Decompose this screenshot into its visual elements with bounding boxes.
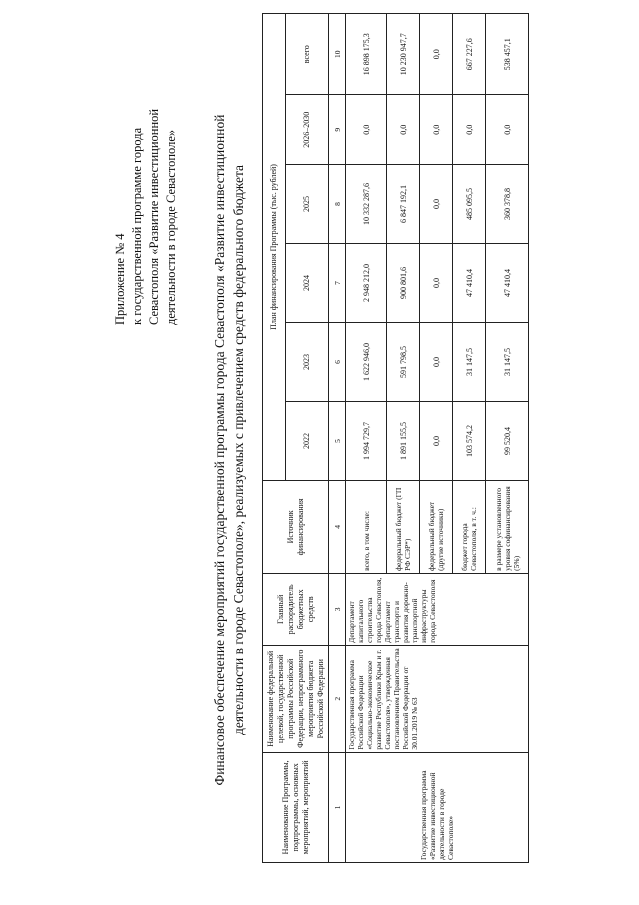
- value-cell: 47 410,4: [486, 244, 529, 323]
- column-number: 9: [329, 95, 346, 165]
- source-cell: в размере установленного уровня софинансирования (5%): [486, 480, 529, 573]
- title-line: деятельности в городе Севастополе», реализуемых с привлечением средств федерального бюджета: [231, 164, 246, 736]
- value-cell: 485 095,5: [453, 165, 486, 244]
- value-cell: 0,0: [387, 95, 420, 165]
- value-cell: 0,0: [420, 322, 453, 401]
- header-year: 2023: [286, 322, 329, 401]
- source-cell: федеральный бюджет (другие источники): [420, 480, 453, 573]
- header-year: 2026–2030: [286, 95, 329, 165]
- program-name-cell: Государственная программа «Развитие инвестиционной деятельности в городе Севастополе»: [346, 752, 529, 862]
- source-cell: всего, в том числе:: [346, 480, 387, 573]
- column-number: 5: [329, 401, 346, 480]
- source-cell: бюджет города Севастополя, в т. ч.:: [453, 480, 486, 573]
- value-cell: 1 994 729,7: [346, 401, 387, 480]
- value-cell: 0,0: [420, 401, 453, 480]
- value-cell: 591 798,5: [387, 322, 420, 401]
- value-cell: 0,0: [420, 14, 453, 95]
- value-cell: 1 891 155,5: [387, 401, 420, 480]
- value-cell: 0,0: [420, 95, 453, 165]
- value-cell: 16 898 175,3: [346, 14, 387, 95]
- value-cell: 10 332 287,6: [346, 165, 387, 244]
- value-cell: 103 574,2: [453, 401, 486, 480]
- value-cell: 0,0: [420, 244, 453, 323]
- financing-table: [262, 13, 529, 863]
- value-cell: 6 847 192,1: [387, 165, 420, 244]
- header-year: 2022: [286, 401, 329, 480]
- value-cell: 0,0: [346, 95, 387, 165]
- appendix-line: деятельности в городе Севастополе»: [164, 129, 178, 325]
- value-cell: 31 147,5: [453, 322, 486, 401]
- column-number: 2: [329, 645, 346, 752]
- value-cell: 360 378,8: [486, 165, 529, 244]
- column-number-row: [329, 14, 346, 863]
- value-cell: 0,0: [420, 165, 453, 244]
- document-title: [210, 65, 248, 835]
- source-cell: федеральный бюджет (ГП РФ СЭР*): [387, 480, 420, 573]
- header-federal-program: Наименование федеральной целевой, государственной программы Российской Федерации, непрограммного мероприятия бюджета Российской Федерации: [263, 645, 329, 752]
- title-line: Финансовое обеспечение мероприятий государственной программы города Севастополя «Развитие инвестиционной: [212, 114, 227, 786]
- column-number: 3: [329, 573, 346, 645]
- value-cell: 0,0: [453, 95, 486, 165]
- appendix-line: Приложение № 4: [113, 233, 127, 325]
- header-total: всего: [286, 14, 329, 95]
- header-source: Источник финансирования: [263, 480, 329, 573]
- value-cell: 99 520,4: [486, 401, 529, 480]
- column-number: 4: [329, 480, 346, 573]
- column-number: 7: [329, 244, 346, 323]
- table-row: [346, 14, 387, 863]
- value-cell: 900 801,6: [387, 244, 420, 323]
- appendix-header: [112, 25, 180, 325]
- column-number: 10: [329, 14, 346, 95]
- column-number: 8: [329, 165, 346, 244]
- administrator-cell: Департамент капитального строительства города Севастополя, Департамент транспорта и развития дорожно-транспортной инфраструктуры города Севастополя: [346, 573, 529, 645]
- value-cell: 2 948 212,0: [346, 244, 387, 323]
- value-cell: 10 230 947,7: [387, 14, 420, 95]
- appendix-line: Севастополя «Развитие инвестиционной: [147, 108, 161, 325]
- value-cell: 538 457,1: [486, 14, 529, 95]
- value-cell: 0,0: [486, 95, 529, 165]
- column-number: 6: [329, 322, 346, 401]
- header-administrator: Главный распорядитель бюджетных средств: [263, 573, 329, 645]
- appendix-line: к государственной программе города: [130, 127, 144, 325]
- value-cell: 47 410,4: [453, 244, 486, 323]
- column-number: 1: [329, 752, 346, 862]
- header-program-name: Наименование Программы, подпрограммы, основных мероприятий, мероприятий: [263, 752, 329, 862]
- value-cell: 1 622 946,0: [346, 322, 387, 401]
- header-plan: План финансирования Программы (тыс. рублей): [263, 14, 286, 481]
- header-year: 2025: [286, 165, 329, 244]
- header-row: [263, 14, 286, 863]
- header-year: 2024: [286, 244, 329, 323]
- value-cell: 31 147,5: [486, 322, 529, 401]
- federal-program-cell: Государственная программа Российской Федерации «Социально-экономическое развитие Республики Крым и г. Севастополя», утвержденная постановлением Правительства Российской Федерации от 30.01.2019 № 63: [346, 645, 529, 752]
- value-cell: 667 227,6: [453, 14, 486, 95]
